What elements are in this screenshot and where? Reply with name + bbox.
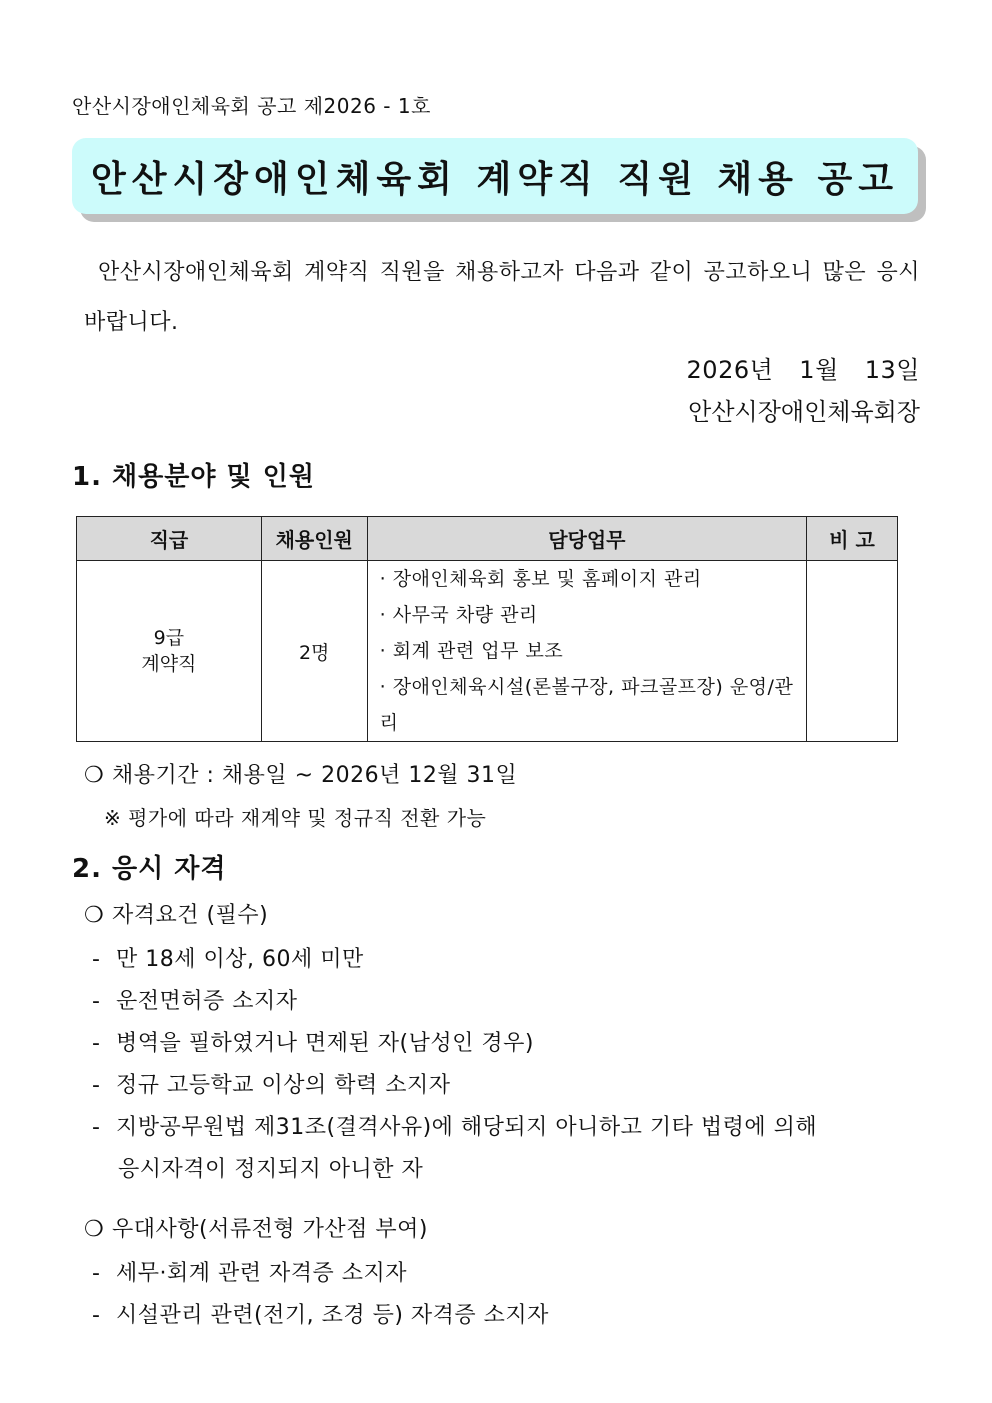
requirements-title <box>84 898 268 929</box>
dash-bullet: - <box>92 947 101 972</box>
table-row <box>77 561 898 742</box>
announcement-date <box>687 350 920 385</box>
list-item <box>92 1110 817 1141</box>
list-item <box>92 942 364 973</box>
list-item <box>92 1256 407 1287</box>
period-text: 채용기간 : 채용일 ~ 2026년 12월 31일 <box>112 763 518 788</box>
header-rank: 직급 <box>77 517 262 561</box>
date-day: 13일 <box>864 356 920 384</box>
date-month: 1월 <box>799 356 839 384</box>
dash-bullet: - <box>92 1031 101 1056</box>
requirement-text: 만 18세 이상, 60세 미만 <box>116 947 364 972</box>
rank-grade: 9급 <box>153 627 185 649</box>
duty-item: · 회계 관련 업무 보조 <box>379 640 564 662</box>
date-year: 2026년 <box>686 356 774 384</box>
circle-bullet-icon: ❍ <box>84 763 105 788</box>
duty-item: · 사무국 차량 관리 <box>379 604 538 626</box>
title-banner <box>72 138 918 214</box>
dash-bullet: - <box>92 1261 101 1286</box>
notice-number: 안산시장애인체육회 공고 제2026 - 1호 <box>72 94 431 118</box>
requirement-text: 운전면허증 소지자 <box>116 989 298 1014</box>
header-note: 비 고 <box>807 517 898 561</box>
dash-bullet: - <box>92 1115 101 1140</box>
list-item <box>92 984 298 1015</box>
circle-bullet-icon: ❍ <box>84 903 105 928</box>
cell-rank <box>77 561 262 742</box>
requirements-title-text: 자격요건 (필수) <box>112 903 269 928</box>
preference-text: 세무·회계 관련 자격증 소지자 <box>116 1261 407 1286</box>
cell-note <box>807 561 898 742</box>
cell-duties <box>367 561 806 742</box>
header-duties: 담당업무 <box>367 517 806 561</box>
list-item <box>92 1068 451 1099</box>
period-note: ※ 평가에 따라 재계약 및 정규직 전환 가능 <box>104 806 487 830</box>
preference-text: 시설관리 관련(전기, 조경 등) 자격증 소지자 <box>116 1303 549 1328</box>
header-count: 채용인원 <box>261 517 367 561</box>
rank-type: 계약직 <box>141 653 197 675</box>
recruitment-table <box>76 516 898 742</box>
duty-item: · 장애인체육시설(론볼구장, 파크골프장) 운영/관리 <box>379 676 794 734</box>
dash-bullet: - <box>92 1073 101 1098</box>
issuer: 안산시장애인체육회장 <box>688 398 920 426</box>
intro-paragraph: 안산시장애인체육회 계약직 직원을 채용하고자 다음과 같이 공고하오니 많은 응시 바랍니다. <box>84 260 920 335</box>
duty-item: · 장애인체육회 홍보 및 홈페이지 관리 <box>379 568 702 590</box>
circle-bullet-icon: ❍ <box>84 1217 105 1242</box>
dash-bullet: - <box>92 989 101 1014</box>
employment-period <box>84 758 517 789</box>
requirement-text: 정규 고등학교 이상의 학력 소지자 <box>116 1073 451 1098</box>
section1-heading: 1. 채용분야 및 인원 <box>72 462 315 492</box>
requirement-text: 지방공무원법 제31조(결격사유)에 해당되지 아니하고 기타 법령에 의해 <box>116 1115 818 1140</box>
dash-bullet: - <box>92 1303 101 1328</box>
section2-heading: 2. 응시 자격 <box>72 854 227 884</box>
requirement-text: 병역을 필하였거나 면제된 자(남성인 경우) <box>116 1031 534 1056</box>
preferences-title <box>84 1212 428 1243</box>
requirement-continuation: 응시자격이 정지되지 아니한 자 <box>118 1157 424 1182</box>
page-title: 안산시장애인체육회 계약직 직원 채용 공고 <box>72 138 918 214</box>
list-item <box>92 1298 549 1329</box>
table-header-row <box>77 517 898 561</box>
list-item <box>92 1026 534 1057</box>
cell-count: 2명 <box>261 561 367 742</box>
preferences-title-text: 우대사항(서류전형 가산점 부여) <box>112 1217 428 1242</box>
